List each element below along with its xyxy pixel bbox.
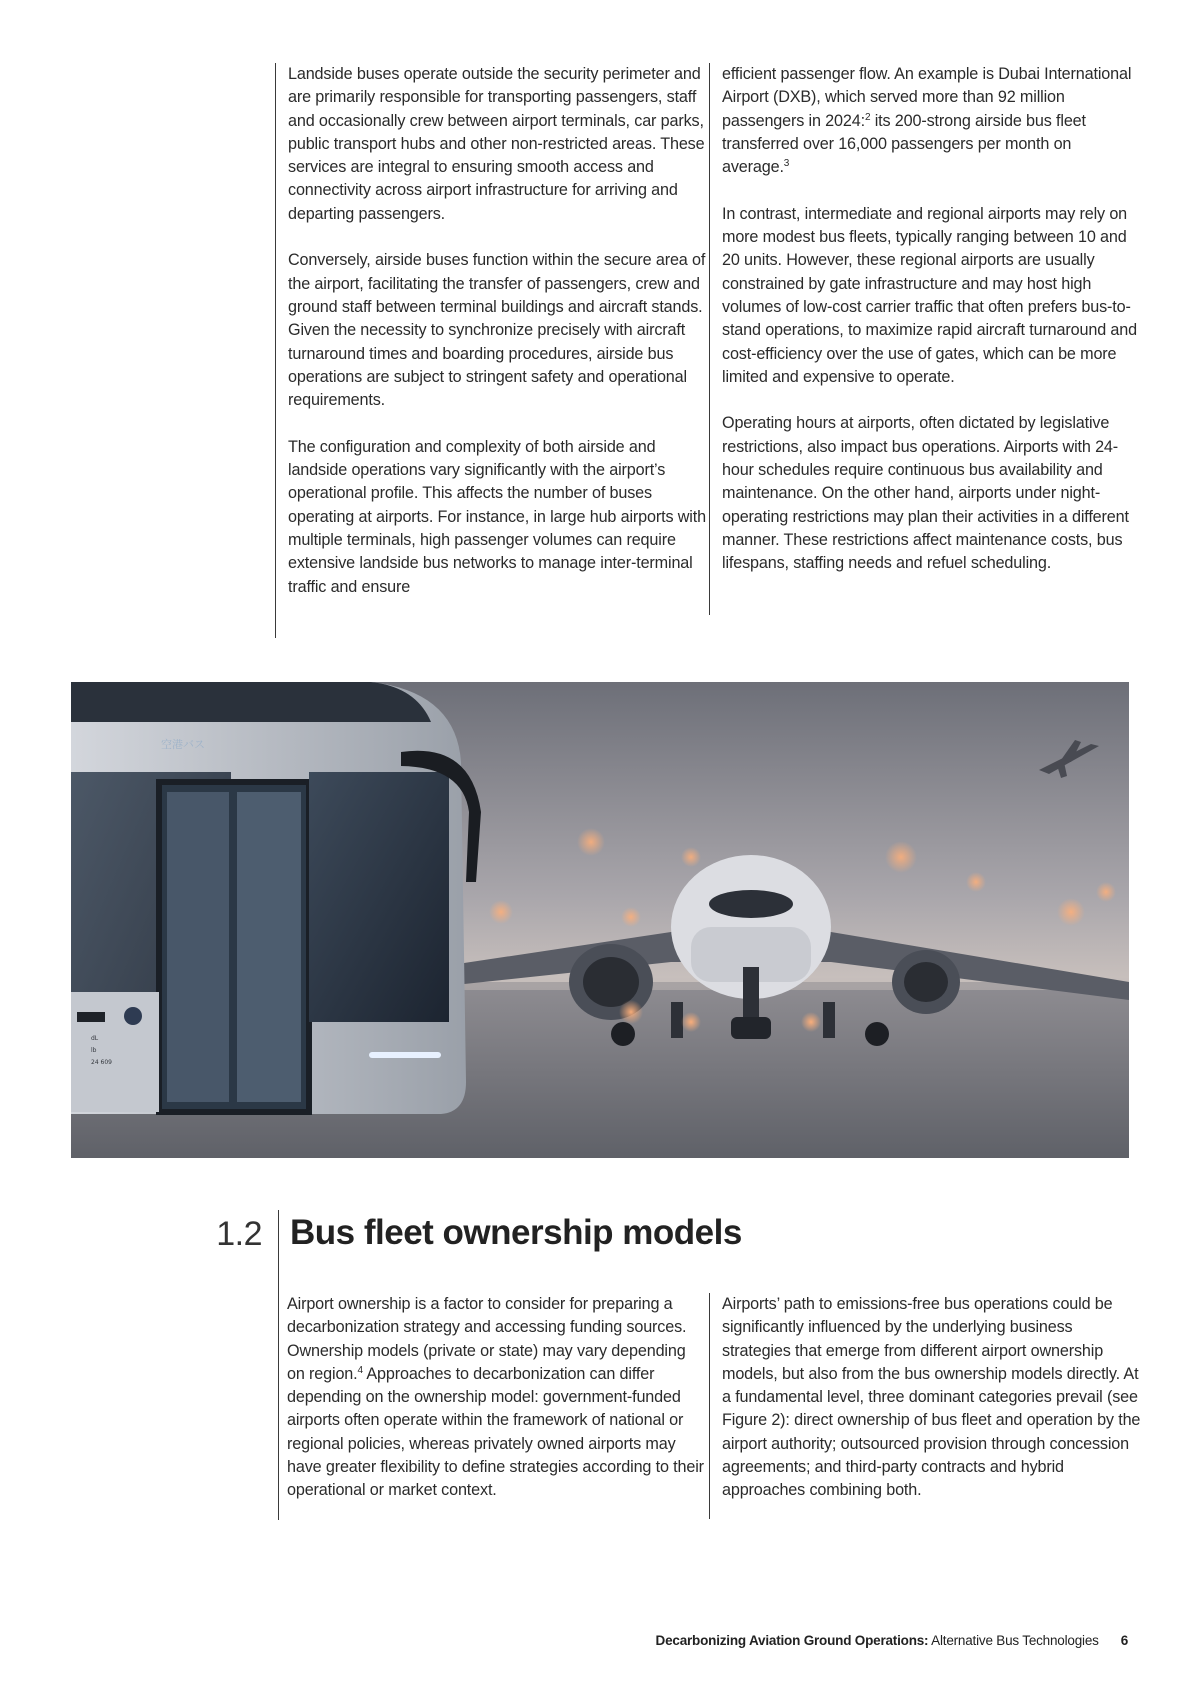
section-right-column — [709, 1293, 1142, 1519]
bus-aircraft-photo — [71, 682, 1129, 1158]
footer-title-rest: Alternative Bus Technologies — [928, 1633, 1099, 1648]
paragraph-operating-hours: Operating hours at airports, often dictated by legislative restrictions, also impact bus operations. Airports with 24-hour schedules require continuous bus availability and maintenance. On the other hand, airports under night-operating restrictions may plan their activities in a different manner. These restrictions affect maintenance costs, bus lifespans, staffing needs and refuel scheduling. — [722, 414, 1129, 573]
footer-title-bold: Decarbonizing Aviation Ground Operations: — [655, 1633, 929, 1648]
panel-text-1: dL — [91, 1035, 99, 1042]
paragraph-landside: Landside buses operate outside the security perimeter and are primarily responsible for transporting passengers, staff and occasionally crew between airport terminals, car parks, public transport hubs and other non-restricted areas. These services are integral to ensuring smooth access and connectivity across airport infrastructure for arriving and departing passengers. — [288, 65, 705, 223]
bus — [71, 682, 481, 1114]
top-left-column — [275, 63, 708, 638]
panel-text-2: lb — [91, 1047, 97, 1054]
paragraph-emissions-free: Airports’ path to emissions-free bus operations could be significantly influenced by the underlying business strategies that emerge from different airport ownership models, but also from the bus ownership models directly. At a fundamental level, three dominant categories prevail (see Figure 2): direct ownership of bus fleet and operation by the airport authority; outsourced provision through concession agreements; and third-party contracts and hybrid approaches combining both. — [722, 1295, 1141, 1500]
paragraph-ownership: Airport ownership is a factor to consider for preparing a decarbonization strategy and accessing funding sources. Ownership models (private or state) may vary depending on region.$^4$ Approaches to decarbonization can differ depending on the ownership model: government-funded airports often operate within the framework of national or regional policies, whereas privately owned airports may have greater flexibility to define strategies according to their operational or market context. — [287, 1295, 704, 1500]
top-right-column — [709, 63, 1142, 615]
footnote-ref-4[interactable]: 4 — [357, 1364, 363, 1376]
panel-text-3: 24 609 — [91, 1059, 112, 1066]
paragraph-dxb: efficient passenger flow. An example is Dubai International Airport (DXB), which served more than 92 million passengers in 2024:$^2$ its 200-strong airside bus fleet transferred over 16,000 passengers per month on average.$^3$ — [722, 65, 1132, 177]
paragraph-configuration: The configuration and complexity of both airside and landside operations vary significantly with the airport’s operational profile. This affects the number of buses operating at airports. For instance, in large hub airports with multiple terminals, high passenger volumes can require extensive landside bus networks to manage inter-terminal traffic and ensure — [288, 437, 706, 596]
paragraph-regional: In contrast, intermediate and regional airports may rely on more modest bus fleets, typically ranging between 10 and 20 units. However, these regional airports are usually constrained by gate infrastructure and may host high volumes of low-cost carrier traffic that often prefers bus-to-stand operations, to maximize rapid aircraft turnaround and cost-efficiency over the use of gates, which can be more limited and expensive to operate. — [722, 204, 1137, 386]
footnote-ref-2[interactable]: 2 — [864, 111, 871, 123]
section-number: 1.2 — [216, 1215, 262, 1253]
page-number: 6 — [1120, 1633, 1128, 1648]
page-footer — [0, 1632, 1128, 1650]
section-title: Bus fleet ownership models — [290, 1213, 742, 1252]
paragraph-airside: Conversely, airside buses function within the secure area of the airport, facilitating the transfer of passengers, crew and ground staff between terminal buildings and aircraft stands. Given the necessity to synchronize precisely with aircraft turnaround times and boarding procedures, airside bus operations are subject to stringent safety and operational requirements. — [288, 251, 706, 410]
section-left-column — [275, 1293, 707, 1503]
bus-sign-text: 空港バス — [161, 738, 205, 751]
footnote-ref-3[interactable]: 3 — [783, 158, 790, 170]
